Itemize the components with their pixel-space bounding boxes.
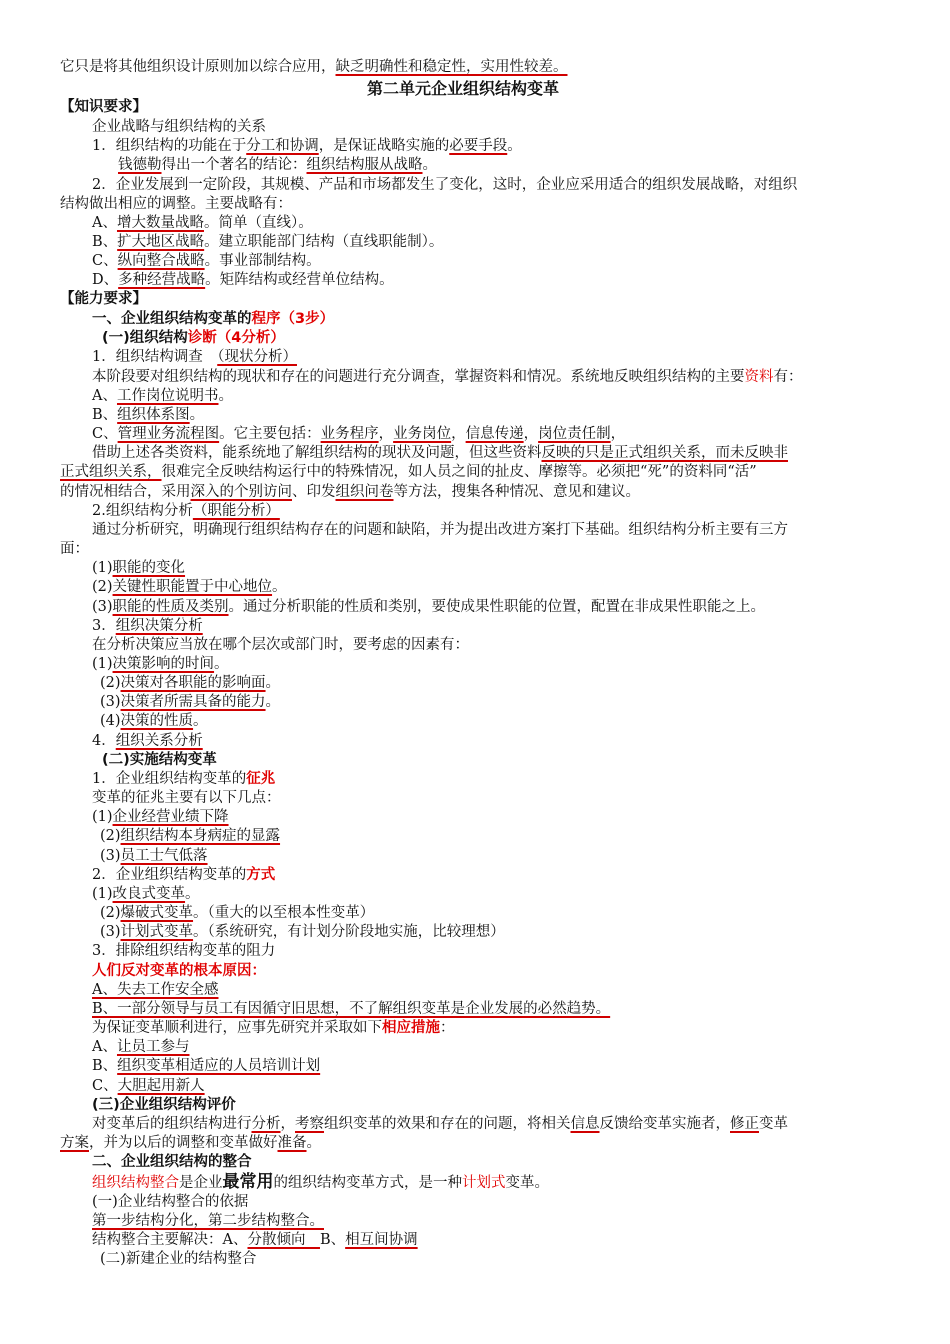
text-line: 结构做出相应的调整。主要战略有： (60, 196, 292, 212)
list-item (92, 655, 229, 674)
underlined-text: 扩大地区战略 (117, 234, 205, 250)
list-item (100, 904, 374, 923)
list-item (92, 406, 204, 425)
text: 对变革后的组织结构进行 (92, 1116, 252, 1132)
text-line (118, 156, 437, 175)
list-item (92, 1038, 189, 1057)
underlined-text: 岗位责任制 (538, 426, 611, 442)
text-line (92, 1019, 455, 1038)
underlined-text: 深入的个别访问 (190, 484, 292, 500)
underlined-text: 决策的性质 (120, 713, 194, 729)
text-line: 2．企业发展到一定阶段，其规模、产品和市场都发生了变化，这时，企业应采用适合的组织发展战略，对组织 (92, 177, 798, 193)
text: A、 (92, 388, 117, 404)
text-line: 变革的征兆主要有以下几点： (92, 790, 281, 806)
section-heading: 二、企业组织结构的整合 (92, 1154, 252, 1170)
highlight-heading: 人们反对变革的根本原因： (92, 963, 266, 979)
text-line: 面： (60, 541, 89, 557)
subsection-heading: (三)企业组织结构评价 (92, 1097, 236, 1113)
text: (3) (92, 599, 113, 615)
text: C、 (92, 426, 118, 442)
text: 。（重大的以至根本性变革） (193, 905, 375, 921)
list-item (92, 808, 229, 827)
underlined-text: 职能的变化 (112, 560, 186, 576)
text: 反馈给变革实施者， (599, 1116, 730, 1132)
list-item (92, 885, 200, 904)
text-line: (一)企业结构整合的依据 (92, 1194, 249, 1210)
text-line (92, 1173, 549, 1193)
strategy-item (92, 271, 394, 290)
text: D、 (92, 272, 119, 288)
text-line (60, 58, 568, 77)
text: ， (378, 426, 394, 442)
underlined-text: 分散倾向 (247, 1232, 320, 1248)
text: (3) (100, 694, 121, 710)
text: (3) (100, 848, 121, 864)
list-item (100, 827, 280, 846)
list-item (100, 693, 280, 712)
text: ， (523, 426, 539, 442)
list-item (100, 674, 280, 693)
text-line: 在分析决策应当放在哪个层次或部门时，要考虑的因素有： (92, 637, 469, 653)
underlined-text: 钱德勒 (118, 157, 162, 173)
text: 。 (193, 713, 208, 729)
underlined-text: 关键性职能置于中心地位 (112, 579, 273, 595)
text: 。简单（直线）。 (203, 215, 313, 231)
text: B、 (319, 1232, 346, 1248)
underlined-text: 信息 (570, 1116, 600, 1132)
text: (1) (92, 560, 113, 576)
text: C、 (92, 253, 118, 269)
text: 借助上述各类资料，能系统地了解组织结构的现状及问题，但这些资料 (92, 445, 542, 461)
text: 。 (218, 388, 233, 404)
list-item (92, 387, 233, 406)
text: 。（系统研究，有计划分阶段地实施，比较理想） (193, 924, 505, 940)
underlined-text: 计划式变革 (120, 924, 194, 940)
underlined-text: 组织决策分析 (115, 618, 203, 634)
underlined-text: 分工和协调 (246, 138, 319, 154)
text: 变革 (759, 1116, 788, 1132)
section-heading (92, 310, 334, 329)
text-line: 第一步结构分化，第二步结构整合。 (92, 1213, 324, 1229)
text: 是企业 (179, 1175, 223, 1191)
text: 的情况相结合，采用 (60, 484, 191, 500)
text: B、 (92, 234, 118, 250)
strategy-item (92, 214, 313, 233)
text-line (92, 1231, 418, 1250)
text-line: 通过分析研究，明确现行组织结构存在的问题和缺陷，并为提出改进方案打下基础。组织结构分析主要有三方 (92, 522, 788, 538)
text: (2) (100, 905, 121, 921)
text: 为保证变革顺利进行，应事先研究并采取如下 (92, 1020, 382, 1036)
text-line: 3．排除组织结构变革的阻力 (92, 943, 276, 959)
underlined-text: 考察 (295, 1116, 324, 1132)
text: 。它主要包括： (219, 426, 321, 442)
text: 结构整合主要解决：A、 (92, 1232, 248, 1248)
text: 。建立职能部门结构（直线职能制）。 (204, 234, 444, 250)
underlined-text: 增大数量战略 (116, 215, 204, 231)
underlined-text: 分析 (251, 1116, 281, 1132)
text: 变革。 (505, 1175, 549, 1191)
underlined-text: 决策者所需具备的能力 (120, 694, 266, 710)
underlined-text: 组织变革相适应的人员培训计划 (117, 1058, 321, 1074)
underlined-text: 信息传递 (465, 426, 524, 442)
text: (2) (100, 675, 121, 691)
text: 的组织结构变革方式，是一种 (273, 1175, 462, 1191)
text: A、 (92, 1039, 117, 1055)
text: 。事业部制结构。 (204, 253, 321, 269)
underlined-text: 员工士气低落 (120, 848, 208, 864)
text: 1．组织结构的功能在于 (92, 138, 247, 154)
underlined-text: 正式组织关系， (60, 464, 162, 480)
text: 很难完全反映结构运行中的特殊情况，如人员之间的扯皮、摩擦等。必须把“死”的资料同“活” (161, 464, 757, 480)
underlined-text: 业务岗位 (393, 426, 452, 442)
underlined-text: 组织问卷 (335, 484, 394, 500)
text: 。 (189, 407, 205, 423)
underlined-text: 方案 (60, 1135, 89, 1151)
highlight-text: 组织结构整合 (92, 1175, 179, 1191)
text: (1) (92, 809, 113, 825)
text: B、 (92, 407, 118, 423)
text: 。矩阵结构或经营单位结构。 (205, 272, 394, 288)
text: 组织变革的效果和存在的问题，将相关 (324, 1116, 571, 1132)
underlined-text: 职能的性质及类别 (112, 599, 229, 615)
text: (一)组织结构 (102, 330, 188, 346)
ability-heading: 【能力要求】 (60, 291, 147, 307)
text: C、 (92, 1078, 118, 1094)
text-line (60, 463, 757, 482)
subsection-heading: (二)实施结构变革 (102, 752, 217, 768)
text: 1．组织结构调查 (92, 349, 218, 365)
list-item (100, 847, 208, 866)
text-line: 企业战略与组织结构的关系 (92, 119, 266, 135)
highlight-text: 方式 (246, 867, 276, 883)
text: (2) (100, 828, 121, 844)
subsection-heading (102, 329, 285, 348)
text: ，是保证战略实施的 (318, 138, 450, 154)
underlined-text: 组织关系分析 (115, 733, 203, 749)
list-item (100, 923, 505, 942)
list-item (92, 578, 287, 597)
list-item (92, 598, 765, 617)
text-line (60, 1134, 321, 1153)
list-item (92, 1057, 320, 1076)
underlined-text: 工作岗位说明书 (116, 388, 219, 404)
strategy-item (92, 233, 443, 252)
underlined-text: 企业经营业绩下降 (112, 809, 229, 825)
text: 。通过分析职能的性质和类别，要使成果性职能的位置，配置在非成果性职能之上。 (228, 599, 766, 615)
text: 2．企业组织结构变革的 (92, 867, 247, 883)
text: 它只是将其他组织设计原则加以综合应用， (60, 59, 336, 75)
text-line (92, 866, 275, 885)
text: 有： (773, 369, 803, 385)
text-line (92, 770, 275, 789)
text: (1) (92, 656, 113, 672)
text: 。 (507, 138, 522, 154)
text-line (92, 368, 803, 387)
text: B、 (92, 1058, 118, 1074)
text: ， (610, 426, 626, 442)
text: 3． (92, 618, 116, 634)
underlined-text: 大胆起用新人 (117, 1078, 205, 1094)
underlined-text: 相互间协调 (345, 1232, 418, 1248)
text: 一、企业组织结构变革的 (92, 311, 252, 327)
text: (4) (100, 713, 121, 729)
list-item (92, 559, 185, 578)
highlight-text: 征兆 (246, 771, 276, 787)
highlight-text: 计划式 (462, 1175, 506, 1191)
underlined-text: 决策影响的时间 (112, 656, 215, 672)
underlined-text: 业务程序 (320, 426, 379, 442)
underlined-text: 爆破式变革 (120, 905, 194, 921)
underlined-text: 决策对各职能的影响面 (120, 675, 266, 691)
underlined-text: 必要手段 (449, 138, 508, 154)
text: 。 (272, 579, 287, 595)
text: 。 (214, 656, 229, 672)
text: (3) (100, 924, 121, 940)
unit-title: 第二单元企业组织结构变革 (367, 79, 560, 98)
text: (1) (92, 886, 113, 902)
emphasis-text: 最常用 (222, 1172, 274, 1192)
list-item (100, 712, 208, 731)
text-line (60, 483, 640, 502)
highlight-text: 诊断（4分析） (187, 330, 285, 346)
text: A、 (92, 215, 117, 231)
text: 。 (306, 1135, 321, 1151)
text: 、印发 (292, 484, 336, 500)
text-line (92, 502, 280, 521)
underlined-text: （职能分析） (192, 503, 280, 519)
text: ： (440, 1020, 455, 1036)
list-item (92, 1077, 205, 1096)
text: 2.组织结构分析 (92, 503, 193, 519)
knowledge-heading: 【知识要求】 (60, 99, 147, 115)
highlight-text: 程序（3步） (251, 311, 335, 327)
text-line (92, 137, 522, 156)
underlined-text: 多种经营战略 (118, 272, 206, 288)
underlined-text: 反映的只是正式组织关系，而未反映非 (541, 445, 788, 461)
text: 。 (265, 694, 281, 710)
text: 。 (422, 157, 437, 173)
underlined-text: 改良式变革 (112, 886, 186, 902)
list-item: B、一部分领导与员工有因循守旧思想，不了解组织变革是企业发展的必然趋势。 (92, 1001, 611, 1017)
underlined-text: 组织结构本身病症的显露 (120, 828, 281, 844)
text: ， (451, 426, 466, 442)
text: 。 (185, 886, 200, 902)
text-line (92, 444, 788, 463)
text: 等方法，搜集各种情况、意见和建议。 (393, 484, 640, 500)
highlight-text: 资料 (744, 369, 774, 385)
underlined-text: （现状分析） (217, 349, 297, 365)
text: 得出一个著名的结论： (161, 157, 307, 173)
underlined-text: 缺乏明确性和稳定性，实用性较差。 (335, 59, 568, 75)
list-item: A、失去工作安全感 (92, 982, 219, 998)
underlined-text: 修正 (730, 1116, 759, 1132)
underlined-text: 准备 (277, 1135, 307, 1151)
underlined-text: 组织结构服从战略 (306, 157, 423, 173)
text: 1．企业组织结构变革的 (92, 771, 247, 787)
text-line (92, 732, 203, 751)
strategy-item (92, 252, 321, 271)
list-item (92, 425, 625, 444)
underlined-text: 组织体系图 (117, 407, 190, 423)
text-line (92, 1115, 788, 1134)
text-line: (二)新建企业的结构整合 (100, 1251, 257, 1267)
highlight-text: 相应措施 (382, 1020, 440, 1036)
underlined-text: 让员工参与 (116, 1039, 190, 1055)
text: 。 (265, 675, 281, 691)
text: ，并为以后的调整和变革做好 (89, 1135, 278, 1151)
text-line (92, 348, 297, 367)
underlined-text: 纵向整合战略 (117, 253, 205, 269)
text: 本阶段要对组织结构的现状和存在的问题进行充分调查，掌握资料和情况。系统地反映组织结构的主要 (92, 369, 745, 385)
text-line (92, 617, 203, 636)
text: ， (280, 1116, 295, 1132)
text: 4． (92, 733, 116, 749)
underlined-text: 管理业务流程图 (117, 426, 220, 442)
text: (2) (92, 579, 113, 595)
